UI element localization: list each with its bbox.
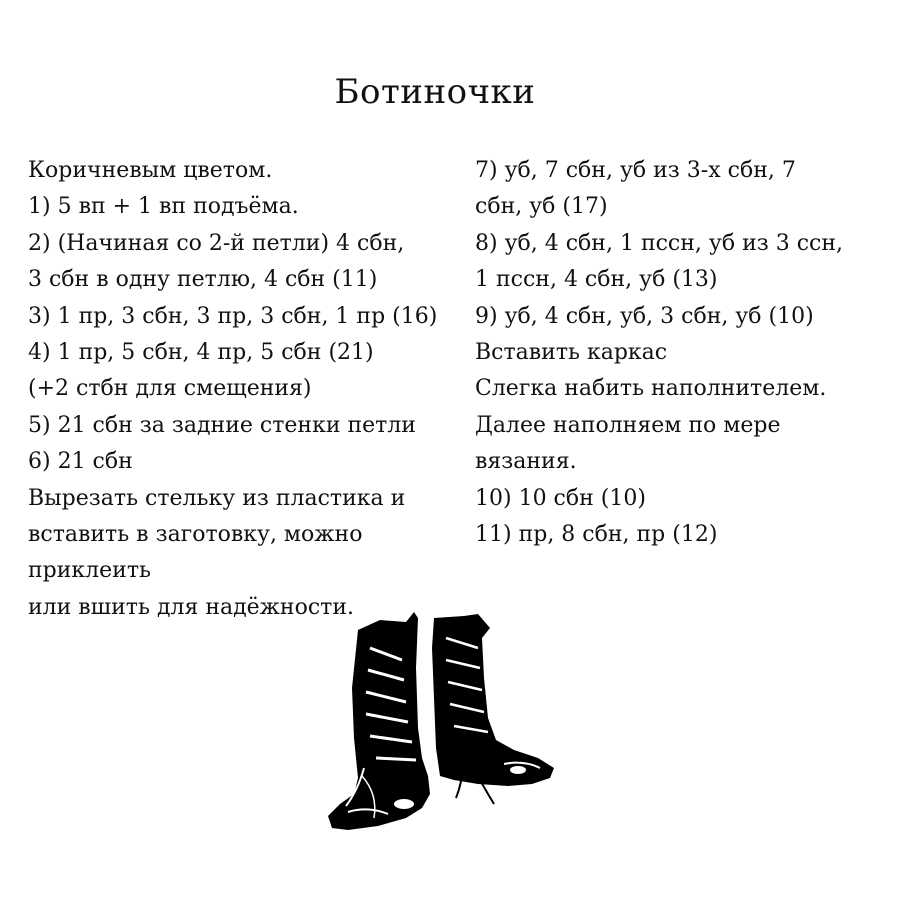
instruction-line: Слегка набить наполнителем. [475, 376, 827, 402]
instruction-line: 2) (Начиная со 2-й петли) 4 сбн, [28, 230, 405, 256]
instruction-line: или вшить для надёжности. [28, 594, 354, 620]
instruction-line: 8) уб, 4 сбн, 1 пссн, уб из 3 ссн, [475, 230, 844, 256]
boots-icon [318, 608, 558, 838]
instruction-line: Вставить каркас [475, 340, 668, 366]
instruction-line: Далее наполняем по мере [475, 412, 781, 438]
instruction-line: 11) пр, 8 сбн, пр (12) [475, 522, 718, 548]
instruction-line: 10) 10 сбн (10) [475, 485, 646, 511]
instruction-line: Вырезать стельку из пластика и [28, 485, 406, 511]
instructions-right-column [475, 153, 890, 553]
instructions-left-column [28, 153, 468, 626]
instruction-line: 5) 21 сбн за задние стенки петли [28, 412, 416, 438]
instruction-line: 1 пссн, 4 сбн, уб (13) [475, 267, 718, 293]
instruction-line: сбн, уб (17) [475, 194, 608, 220]
instruction-line: вязания. [475, 449, 577, 475]
instruction-line: 6) 21 сбн [28, 449, 133, 475]
instruction-line: 4) 1 пр, 5 сбн, 4 пр, 5 сбн (21) [28, 340, 374, 366]
instruction-line: 9) уб, 4 сбн, уб, 3 сбн, уб (10) [475, 303, 814, 329]
instruction-line: Коричневым цветом. [28, 158, 273, 183]
page-title: Ботиночки [334, 72, 536, 112]
instruction-line: вставить в заготовку, можно [28, 522, 363, 548]
instruction-line: 3) 1 пр, 3 сбн, 3 пр, 3 сбн, 1 пр (16) [28, 303, 438, 329]
instruction-line: (+2 стбн для смещения) [28, 376, 312, 402]
instruction-line: 1) 5 вп + 1 вп подъёма. [28, 194, 299, 220]
instruction-line: 3 сбн в одну петлю, 4 сбн (11) [28, 267, 378, 293]
instruction-line: приклеить [28, 558, 151, 584]
instruction-line: 7) уб, 7 сбн, уб из 3-х сбн, 7 [475, 158, 796, 183]
